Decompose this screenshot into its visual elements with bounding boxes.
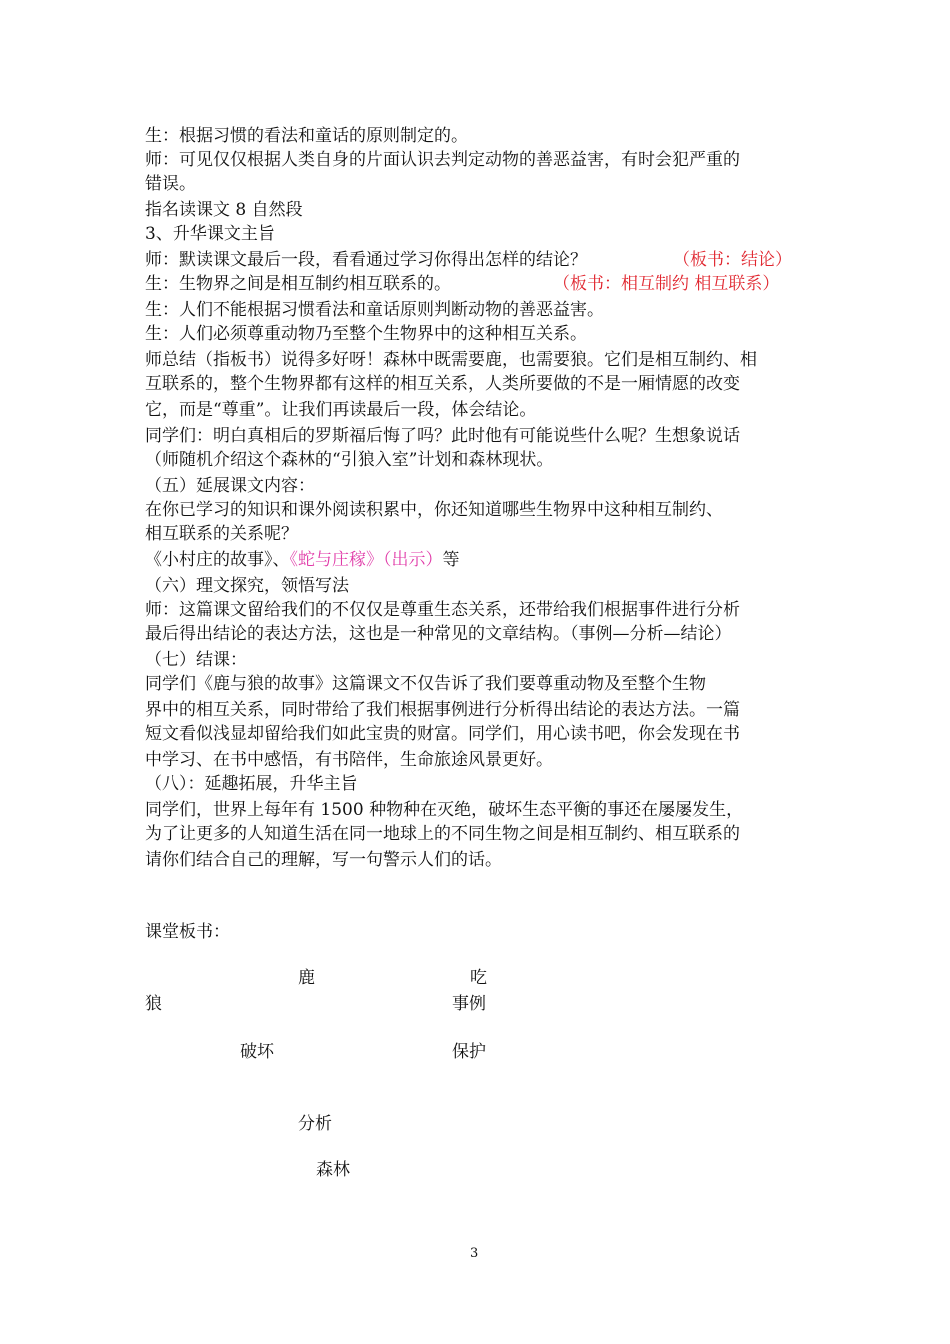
section-heading: （八）：延趣拓展，升华主旨 bbox=[145, 774, 358, 794]
text-line: 短文看似浅显却留给我们如此宝贵的财富。同学们，用心读书吧，你会发现在书 bbox=[145, 724, 740, 744]
text-line bbox=[145, 248, 792, 272]
text-line: 错误。 bbox=[145, 174, 196, 194]
board-word-baohu: 保护 bbox=[452, 1042, 486, 1062]
board-word-pohuai: 破坏 bbox=[240, 1042, 274, 1062]
text-line: 为了让更多的人知道生活在同一地球上的不同生物之间是相互制约、相互联系的 bbox=[145, 824, 740, 844]
text-line bbox=[145, 548, 460, 572]
text-line: 相互联系的关系呢？ bbox=[145, 524, 298, 544]
text-line: 界中的相互关系，同时带给了我们根据事例进行分析得出结论的表达方法。一篇 bbox=[145, 700, 740, 720]
text-segment: 生：生物界之间是相互制约相互联系的。 bbox=[145, 274, 451, 294]
text-line: 最后得出结论的表达方法，这也是一种常见的文章结构。（事例—分析—结论） bbox=[145, 624, 732, 644]
section-heading: 3、升华课文主旨 bbox=[145, 224, 275, 244]
section-heading: （五）延展课文内容： bbox=[145, 476, 315, 496]
board-note: （板书：相互制约 相互联系） bbox=[553, 274, 780, 294]
text-line: 生：根据习惯的看法和童话的原则制定的。 bbox=[145, 126, 468, 146]
section-heading: （六）理文探究，领悟写法 bbox=[145, 576, 349, 596]
board-word-lang: 狼 bbox=[145, 994, 162, 1014]
text-line bbox=[145, 272, 780, 296]
text-line: 师：可见仅仅根据人类自身的片面认识去判定动物的善恶益害，有时会犯严重的 bbox=[145, 150, 740, 170]
board-word-fenxi: 分析 bbox=[298, 1114, 332, 1134]
board-word-lu: 鹿 bbox=[298, 968, 315, 988]
text-line: 在你已学习的知识和课外阅读积累中，你还知道哪些生物界中这种相互制约、 bbox=[145, 500, 723, 520]
text-line: 生：人们不能根据习惯看法和童话原则判断动物的善恶益害。 bbox=[145, 300, 604, 320]
board-note: （板书：结论） bbox=[673, 250, 792, 270]
text-line: 中学习、在书中感悟，有书陪伴，生命旅途风景更好。 bbox=[145, 750, 553, 770]
section-heading: （七）结课： bbox=[145, 650, 247, 670]
text-line: 指名读课文 8 自然段 bbox=[145, 200, 303, 220]
text-line: 它，而是“尊重”。让我们再读最后一段，体会结论。 bbox=[145, 400, 537, 420]
highlighted-title: 《蛇与庄稼》（出示） bbox=[289, 550, 443, 570]
text-line: 请你们结合自己的理解，写一句警示人们的话。 bbox=[145, 850, 502, 870]
text-line: （师随机介绍这个森林的“引狼入室”计划和森林现状。 bbox=[145, 450, 554, 470]
text-line: 师：这篇课文留给我们的不仅仅是尊重生态关系，还带给我们根据事件进行分析 bbox=[145, 600, 740, 620]
text-line: 同学们《鹿与狼的故事》这篇课文不仅告诉了我们要尊重动物及至整个生物 bbox=[145, 674, 706, 694]
text-line: 师总结（指板书）说得多好呀！森林中既需要鹿，也需要狼。它们是相互制约、相 bbox=[145, 350, 757, 370]
text-line: 同学们：明白真相后的罗斯福后悔了吗？此时他有可能说些什么呢？生想象说话 bbox=[145, 426, 740, 446]
board-word-shili: 事例 bbox=[452, 994, 486, 1014]
text-segment: 《小村庄的故事》、 bbox=[145, 550, 290, 570]
board-word-chi: 吃 bbox=[470, 968, 487, 988]
text-segment: 师：默读课文最后一段，看看通过学习你得出怎样的结论？ bbox=[145, 250, 587, 270]
text-line: 互联系的，整个生物界都有这样的相互关系，人类所要做的不是一厢情愿的改变 bbox=[145, 374, 740, 394]
board-word-senlin: 森林 bbox=[316, 1160, 350, 1180]
page-number: 3 bbox=[470, 1246, 479, 1261]
blackboard-heading: 课堂板书： bbox=[145, 922, 230, 942]
text-segment: 等 bbox=[442, 550, 460, 570]
text-line: 生：人们必须尊重动物乃至整个生物界中的这种相互关系。 bbox=[145, 324, 587, 344]
text-line: 同学们，世界上每年有 1500 种物种在灭绝，破坏生态平衡的事还在屡屡发生， bbox=[145, 800, 744, 820]
